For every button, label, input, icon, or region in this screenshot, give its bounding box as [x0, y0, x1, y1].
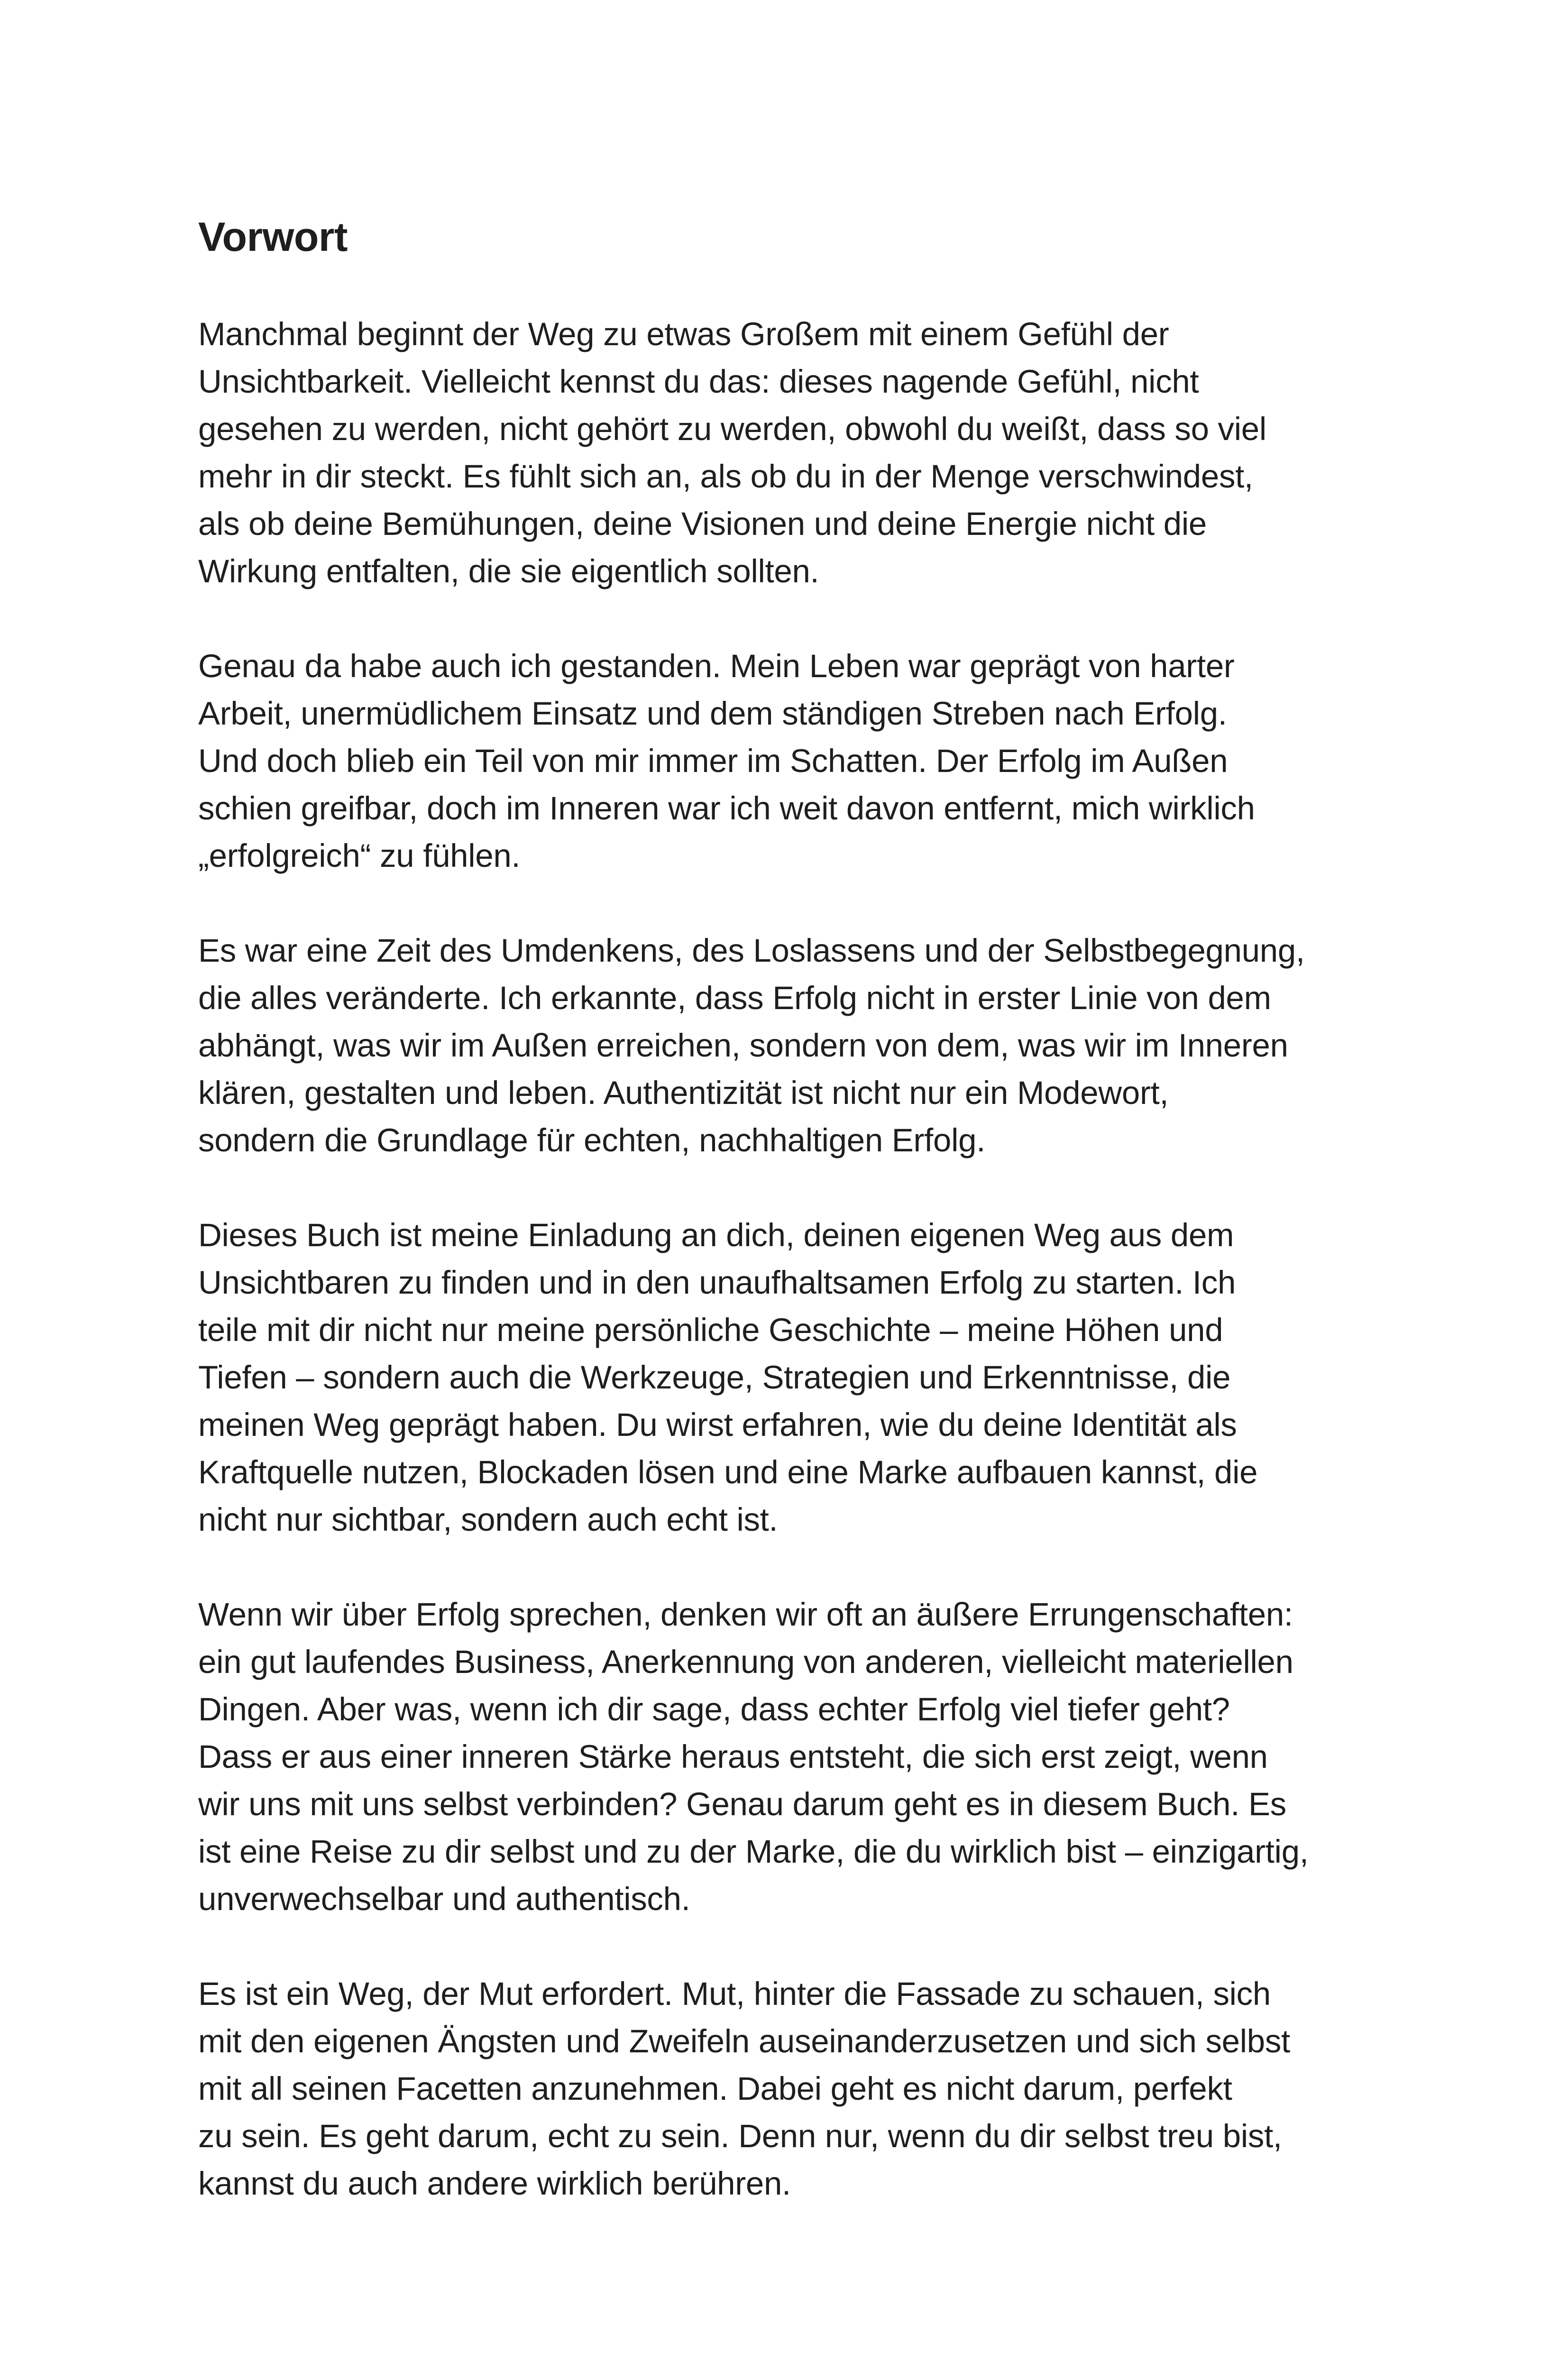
paragraph-4	[198, 1212, 1412, 1544]
text-line: nicht nur sichtbar, sondern auch echt ist.	[198, 1501, 778, 1538]
text-line: Wirkung entfalten, die sie eigentlich sollten.	[198, 553, 819, 589]
text-line: Es ist ein Weg, der Mut erfordert. Mut, hinter die Fassade zu schauen, sich	[198, 1976, 1271, 2012]
text-line: Arbeit, unermüdlichem Einsatz und dem ständigen Streben nach Erfolg.	[198, 695, 1227, 732]
text-line: sondern die Grundlage für echten, nachhaltigen Erfolg.	[198, 1122, 986, 1158]
text-line: Dieses Buch ist meine Einladung an dich, deinen eigenen Weg aus dem	[198, 1217, 1234, 1253]
text-line: Tiefen – sondern auch die Werkzeuge, Strategien und Erkenntnisse, die	[198, 1359, 1231, 1396]
text-line: Manchmal beginnt der Weg zu etwas Großem mit einem Gefühl der	[198, 316, 1169, 352]
text-line: gesehen zu werden, nicht gehört zu werden, obwohl du weißt, dass so viel	[198, 411, 1266, 447]
chapter-heading: Vorwort	[198, 214, 348, 260]
text-line: Unsichtbarkeit. Vielleicht kennst du das: dieses nagende Gefühl, nicht	[198, 363, 1199, 400]
text-line: ist eine Reise zu dir selbst und zu der Marke, die du wirklich bist – einzigartig,	[198, 1833, 1309, 1870]
text-line: ein gut laufendes Business, Anerkennung von anderen, vielleicht materiellen	[198, 1644, 1293, 1680]
text-line: unverwechselbar und authentisch.	[198, 1881, 690, 1917]
text-line: mehr in dir steckt. Es fühlt sich an, als ob du in der Menge verschwindest,	[198, 458, 1253, 495]
text-line: Es war eine Zeit des Umdenkens, des Loslassens und der Selbstbegegnung,	[198, 932, 1305, 969]
text-line: klären, gestalten und leben. Authentizität ist nicht nur ein Modewort,	[198, 1075, 1169, 1111]
text-line: zu sein. Es geht darum, echt zu sein. Denn nur, wenn du dir selbst treu bist,	[198, 2118, 1282, 2154]
text-line: die alles veränderte. Ich erkannte, dass Erfolg nicht in erster Linie von dem	[198, 980, 1271, 1016]
text-line: Kraftquelle nutzen, Blockaden lösen und eine Marke aufbauen kannst, die	[198, 1454, 1258, 1490]
text-line: teile mit dir nicht nur meine persönliche Geschichte – meine Höhen und	[198, 1312, 1223, 1348]
text-line: Genau da habe auch ich gestanden. Mein Leben war geprägt von harter	[198, 648, 1235, 684]
text-line: „erfolgreich“ zu fühlen.	[198, 837, 521, 874]
text-line: schien greifbar, doch im Inneren war ich weit davon entfernt, mich wirklich	[198, 790, 1255, 827]
page-content	[198, 209, 1412, 2207]
text-line: wir uns mit uns selbst verbinden? Genau darum geht es in diesem Buch. Es	[198, 1786, 1286, 1822]
text-line: Wenn wir über Erfolg sprechen, denken wir oft an äußere Errungenschaften:	[198, 1596, 1293, 1633]
text-line: als ob deine Bemühungen, deine Visionen und deine Energie nicht die	[198, 505, 1207, 542]
text-line: Und doch blieb ein Teil von mir immer im Schatten. Der Erfolg im Außen	[198, 743, 1228, 779]
text-line: mit den eigenen Ängsten und Zweifeln auseinanderzusetzen und sich selbst	[198, 2023, 1290, 2059]
paragraph-3	[198, 927, 1412, 1164]
paragraph-2	[198, 643, 1412, 880]
paragraph-1	[198, 311, 1412, 595]
text-line: Dass er aus einer inneren Stärke heraus entsteht, die sich erst zeigt, wenn	[198, 1738, 1268, 1775]
text-line: Dingen. Aber was, wenn ich dir sage, dass echter Erfolg viel tiefer geht?	[198, 1691, 1230, 1728]
text-line: meinen Weg geprägt haben. Du wirst erfahren, wie du deine Identität als	[198, 1406, 1237, 1443]
text-line: kannst du auch andere wirklich berühren.	[198, 2165, 791, 2202]
paragraph-6	[198, 1970, 1412, 2207]
text-line: mit all seinen Facetten anzunehmen. Dabei geht es nicht darum, perfekt	[198, 2070, 1232, 2107]
text-line: abhängt, was wir im Außen erreichen, sondern von dem, was wir im Inneren	[198, 1027, 1288, 1064]
paragraph-5	[198, 1591, 1412, 1923]
text-line: Unsichtbaren zu finden und in den unaufhaltsamen Erfolg zu starten. Ich	[198, 1264, 1236, 1301]
